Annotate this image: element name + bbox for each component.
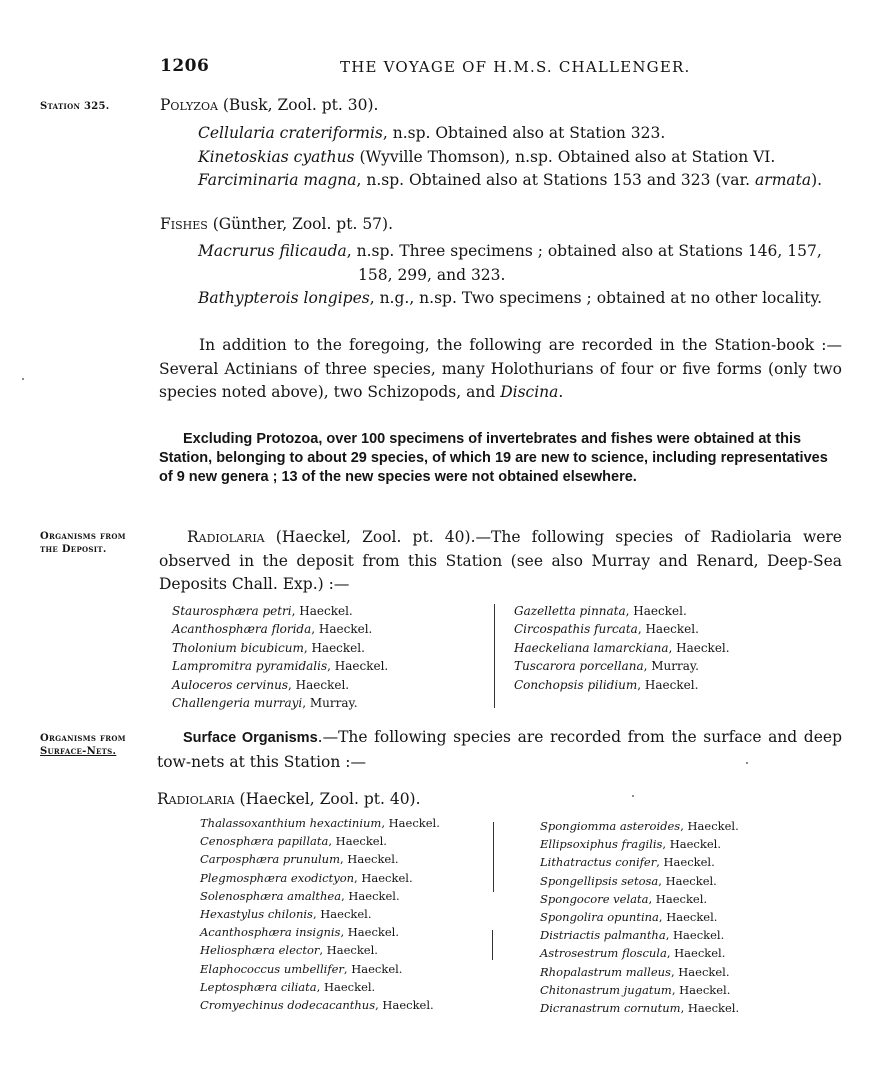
list-item: [172, 676, 388, 694]
list-item: [172, 639, 388, 657]
list-item: [540, 926, 739, 944]
surface-organisms-paragraph: [157, 726, 842, 774]
fishes-entry: [198, 242, 822, 260]
species-name: Haeckeliana lamarckiana: [514, 640, 669, 655]
species-author: , Haeckel.: [637, 677, 699, 692]
column-divider: [493, 822, 494, 892]
list-item: [540, 963, 739, 981]
print-speck: [632, 795, 634, 797]
species-name: Distriactis palmantha: [540, 928, 666, 943]
species-name: Gazelletta pinnata: [514, 604, 626, 618]
list-item: [540, 944, 739, 962]
species-name: Solenosphæra amalthea: [200, 888, 342, 903]
species-name: Spongiomma asteroides: [540, 819, 681, 833]
deposit-radiolaria-intro: (Haeckel, Zool. pt. 40).—The following species of Radiolaria were observed in the deposit from this Station (see also Murray and Renard, Deep-Sea Deposits Chall. Exp.) :—: [159, 528, 842, 593]
list-item: [200, 978, 440, 996]
species-note-end: ).: [811, 171, 823, 189]
species-author: , Murray.: [302, 696, 358, 711]
fishes-heading-ref: (Günther, Zool. pt. 57).: [207, 215, 394, 233]
sidenote-station: Station 325.: [40, 101, 110, 112]
species-name: Acanthosphæra insignis: [200, 925, 341, 940]
species-name: Leptosphæra ciliata: [200, 979, 317, 994]
list-item: [540, 908, 739, 926]
page-number: 1206: [160, 56, 210, 76]
species-author: , Haeckel.: [671, 982, 731, 997]
list-item: [200, 814, 440, 832]
sidenote-surface-line: Organisms from: [40, 733, 126, 744]
species-name: Ellipsoxiphus fragilis: [540, 837, 663, 852]
species-name: Spongocore velata: [540, 891, 649, 906]
fishes-entry-continued: 158, 299, and 323.: [358, 266, 506, 284]
summary-paragraph: Excluding Protozoa, over 100 specimens of invertebrates and fishes were obtained at this Station, belonging to about 29 species, of which 19 are new to science, including representatives of 9 new genera ; 13 of the new species were not obtained elsewhere.: [159, 431, 828, 485]
station-book-italic: Discina: [500, 383, 559, 401]
species-name: Spongolira opuntina: [540, 910, 659, 925]
list-item: [540, 853, 739, 871]
species-name: Tholonium bicubicum: [172, 640, 304, 655]
sidenote-deposit: [40, 530, 126, 556]
species-name: Chitonastrum jugatum: [540, 982, 672, 997]
species-author: , Haeckel.: [354, 870, 413, 885]
running-title: THE VOYAGE OF H.M.S. CHALLENGER.: [340, 58, 691, 76]
list-item: [540, 999, 739, 1017]
deposit-species-right-column: [514, 602, 730, 694]
list-item: [172, 694, 388, 712]
species-author: , Haeckel.: [303, 640, 365, 655]
list-item: [200, 996, 440, 1014]
polyzoa-heading-name: Polyzoa: [160, 96, 218, 114]
species-author: , Murray.: [643, 659, 699, 674]
species-note: (Wyville Thomson), n.sp. Obtained also at Station VI.: [354, 148, 776, 166]
species-author: , Haeckel.: [656, 855, 715, 870]
species-name: Macrurus filicauda: [198, 242, 347, 260]
species-name: Elaphococcus umbellifer: [200, 961, 344, 976]
sidenote-surface-line: Surface-Nets.: [40, 746, 117, 757]
species-name: Plegmosphæra exodictyon: [200, 870, 355, 885]
deposit-species-left-column: [172, 602, 388, 712]
list-item: [514, 639, 730, 657]
species-name: Spongellipsis setosa: [540, 873, 659, 888]
list-item: [540, 835, 739, 853]
polyzoa-heading-ref: (Busk, Zool. pt. 30).: [217, 96, 379, 114]
list-item: [514, 620, 730, 638]
species-name: Heliosphæra elector: [200, 943, 320, 958]
species-name: Conchopsis pilidium: [514, 677, 638, 692]
species-name: Lithatractus conifer: [540, 855, 657, 870]
species-note: , n.g., n.sp. Two specimens ; obtained at no other locality.: [369, 289, 823, 307]
sidenote-surface: [40, 732, 126, 758]
species-author: , Haeckel.: [327, 659, 389, 674]
species-author: , Haeckel.: [340, 925, 400, 940]
fishes-heading-name: Fishes: [160, 215, 208, 233]
species-author: , Haeckel.: [637, 622, 699, 637]
species-name: Hexastylus chilonis: [200, 907, 313, 922]
list-item: [200, 923, 440, 941]
station-book-paragraph: [159, 334, 842, 405]
sidenote-deposit-line: the Deposit.: [40, 544, 107, 555]
surface-radiolaria-ref: (Haeckel, Zool. pt. 40).: [234, 790, 421, 808]
species-name: Bathypterois longipes: [198, 289, 370, 307]
polyzoa-entry: [198, 148, 775, 166]
list-item: [200, 869, 440, 887]
species-author: , Haeckel.: [680, 819, 739, 833]
species-author: , Haeckel.: [340, 852, 399, 867]
species-name: Cellularia crateriformis: [198, 124, 383, 142]
species-note: , n.sp. Obtained also at Stations 153 and 323 (var.: [356, 171, 756, 189]
species-name: Rhopalastrum malleus: [540, 964, 671, 979]
column-divider: [492, 930, 493, 960]
species-author: , Haeckel.: [680, 1001, 740, 1016]
species-author: , Haeckel.: [658, 910, 718, 925]
species-name: Tuscarora porcellana: [514, 659, 644, 674]
species-author: , Haeckel.: [375, 998, 434, 1013]
species-author: , Haeckel.: [666, 946, 726, 961]
surface-organisms-lead: Surface Organisms: [183, 730, 318, 746]
species-author: , Haeckel.: [288, 677, 350, 692]
surface-species-right-column: [540, 817, 739, 1017]
station-book-text: In addition to the foregoing, the following are recorded in the Station-book :—Several Actinians of three species, many Holothurians of four or five forms (only two species noted above), two Schizopods, and: [159, 336, 842, 401]
fishes-heading: [160, 215, 393, 233]
species-name: Dicranastrum cornutum: [540, 1001, 681, 1016]
species-author: , Haeckel.: [319, 943, 378, 958]
sidenote-deposit-line: Organisms from: [40, 531, 126, 542]
species-author: , Haeckel.: [291, 604, 353, 618]
species-author: , Haeckel.: [381, 816, 440, 830]
species-name: Lampromitra pyramidalis: [172, 659, 328, 674]
polyzoa-entry: [198, 171, 822, 189]
species-author: , Haeckel.: [670, 964, 730, 979]
list-item: [200, 960, 440, 978]
list-item: [540, 817, 739, 835]
species-name: Auloceros cervinus: [172, 677, 289, 692]
column-divider: [494, 604, 495, 708]
fishes-entry: [198, 289, 822, 307]
species-name: Kinetoskias cyathus: [198, 148, 355, 166]
list-item: [514, 602, 730, 620]
list-item: [540, 890, 739, 908]
deposit-radiolaria-name: Radiolaria: [187, 528, 265, 546]
species-name: Staurosphæra petri: [172, 604, 292, 618]
species-author: , Haeckel.: [341, 888, 400, 903]
species-name: Carposphæra prunulum: [200, 852, 340, 867]
list-item: [172, 657, 388, 675]
print-speck: [22, 378, 24, 380]
species-author: , Haeckel.: [668, 640, 730, 655]
polyzoa-entry: [198, 124, 665, 142]
list-item: [540, 981, 739, 999]
species-name: Thalassoxanthium hexactinium: [200, 816, 382, 830]
list-item: [200, 832, 440, 850]
species-note: , n.sp. Obtained also at Station 323.: [382, 124, 666, 142]
species-name: Astrosestrum floscula: [540, 946, 667, 961]
species-name: Acanthosphæra florida: [172, 622, 312, 637]
species-author: , Haeckel.: [311, 622, 373, 637]
surface-species-left-column: [200, 814, 440, 1014]
species-author: , Haeckel.: [328, 834, 387, 849]
list-item: [514, 657, 730, 675]
station-book-end: .: [558, 383, 564, 401]
species-author: , Haeckel.: [312, 907, 372, 922]
species-author: , Haeckel.: [648, 891, 708, 906]
list-item: [200, 905, 440, 923]
list-item: [514, 676, 730, 694]
species-name: Farciminaria magna: [198, 171, 357, 189]
list-item: [540, 872, 739, 890]
list-item: [172, 620, 388, 638]
species-author: , Haeckel.: [665, 928, 725, 943]
list-item: [200, 887, 440, 905]
polyzoa-heading: [160, 96, 378, 114]
surface-organisms-intro: .—The following species are recorded from the surface and deep tow-nets at this Station :—: [157, 728, 842, 771]
species-name: Cenosphæra papillata: [200, 834, 329, 849]
list-item: [200, 941, 440, 959]
species-name: Cromyechinus dodecacanthus: [200, 998, 376, 1013]
species-author: , Haeckel.: [662, 837, 721, 852]
variety-name: armata: [755, 171, 812, 189]
print-speck: [746, 762, 748, 764]
species-name: Circospathis furcata: [514, 622, 638, 637]
species-note: , n.sp. Three specimens ; obtained also at Stations 146, 157,: [346, 242, 822, 260]
deposit-radiolaria-paragraph: [159, 526, 842, 597]
species-author: , Haeckel.: [343, 961, 403, 976]
species-author: , Haeckel.: [658, 873, 717, 888]
list-item: [172, 602, 388, 620]
species-name: Challengeria murrayi: [172, 696, 303, 711]
species-author: , Haeckel.: [316, 979, 376, 994]
list-item: [200, 850, 440, 868]
species-author: , Haeckel.: [625, 604, 687, 618]
surface-radiolaria-heading: [157, 790, 421, 808]
surface-radiolaria-name: Radiolaria: [157, 790, 235, 808]
